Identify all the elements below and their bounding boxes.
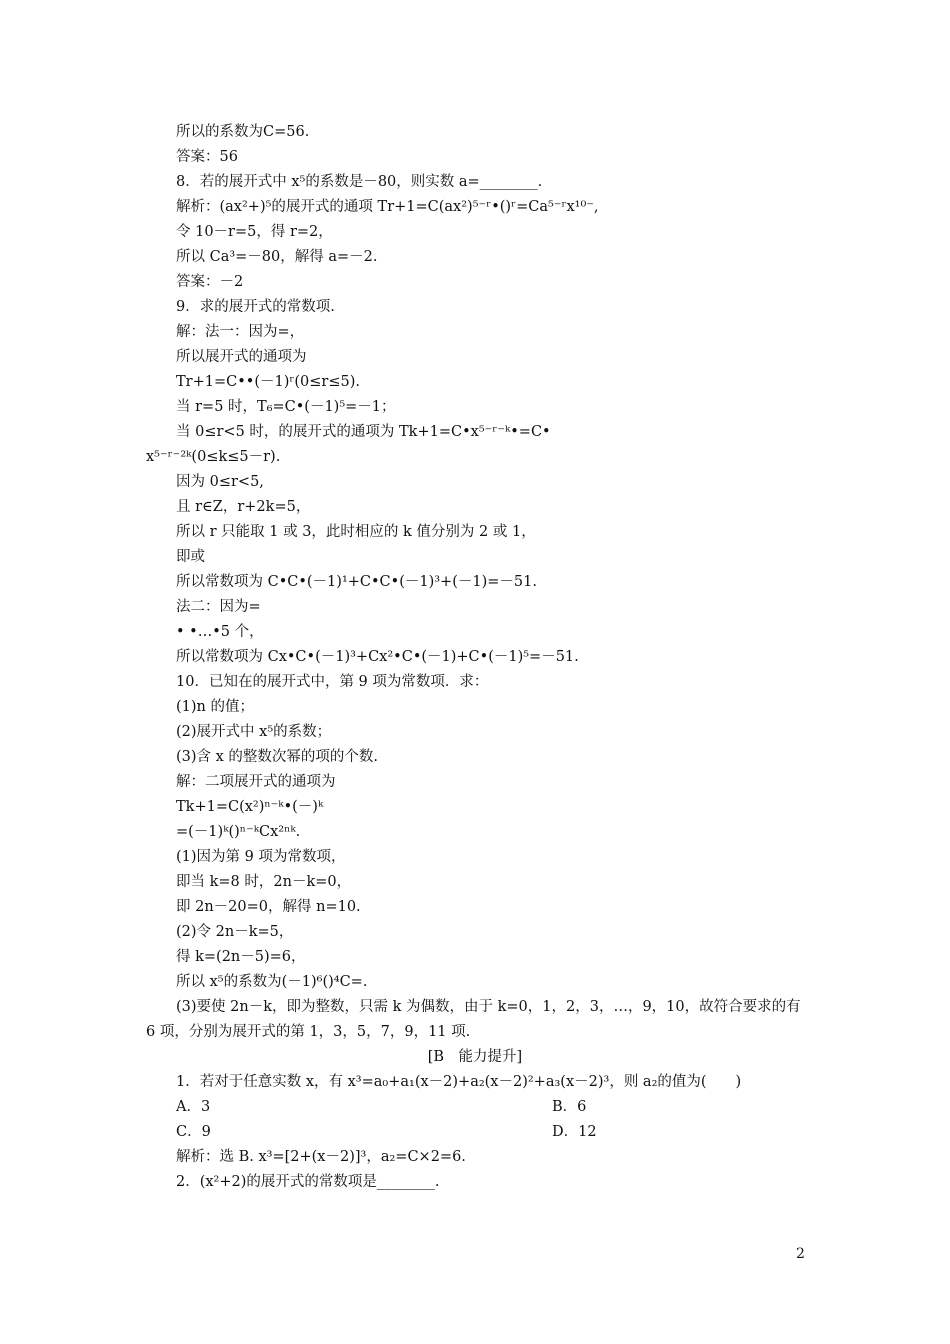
text-line: 所以常数项为 Cx•C•(－1)³+Cx²•C•(－1)+C•(－1)⁵=－51. — [176, 649, 579, 665]
text-line: 所以常数项为 C•C•(－1)¹+C•C•(－1)³+(－1)=－51. — [176, 574, 537, 590]
text-line: A．3 — [176, 1099, 211, 1115]
text-line: (2)令 2n－k=5， — [176, 924, 294, 940]
text-line: 即 2n－20=0，解得 n=10. — [176, 899, 361, 915]
text-line: (3)要使 2n－k，即为整数，只需 k 为偶数，由于 k=0，1，2，3，…，9，10，故符合要求的有 — [176, 999, 801, 1015]
text-line: 即或 — [176, 549, 205, 565]
text-line: 答案：－2 — [176, 274, 244, 290]
text-line: 8．若的展开式中 x⁵的系数是－80，则实数 a=________. — [176, 174, 543, 190]
text-line: 2．(x²+2)的展开式的常数项是________. — [176, 1174, 440, 1190]
text-line: 所以 x⁵的系数为(－1)⁶()⁴C=. — [176, 974, 368, 990]
text-line: 且 r∈Z，r+2k=5， — [176, 499, 311, 515]
text-line: =(－1)ᵏ()ⁿ⁻ᵏCx²ⁿᵏ. — [176, 824, 301, 840]
text-line: 解析：(ax²+)⁵的展开式的通项 Tr+1=C(ax²)⁵⁻ʳ•()ʳ=Ca⁵⁻ʳx¹⁰⁻, — [176, 199, 599, 215]
text-line: 即当 k=8 时，2n－k=0， — [176, 874, 352, 890]
text-line: (2)展开式中 x⁵的系数； — [176, 724, 332, 740]
text-line: Tk+1=C(x²)ⁿ⁻ᵏ•(－)ᵏ — [176, 799, 324, 815]
text-line: 当 0≤r<5 时，的展开式的通项为 Tk+1=C•x⁵⁻ʳ⁻ᵏ•=C• — [176, 424, 551, 440]
page-number: 2 — [796, 1246, 805, 1262]
text-line: 因为 0≤r<5, — [176, 474, 264, 490]
text-line: C．9 — [176, 1124, 211, 1140]
text-line: 9．求的展开式的常数项. — [176, 299, 335, 315]
text-line: • •…•5 个， — [176, 624, 264, 640]
text-line: 答案：56 — [176, 149, 238, 165]
text-line: 所以 Ca³=－80，解得 a=－2. — [176, 249, 378, 265]
text-line: 解：二项展开式的通项为 — [176, 774, 336, 790]
text-line: 所以展开式的通项为 — [176, 349, 307, 365]
text-line: B．6 — [552, 1099, 587, 1115]
text-line: (1)n 的值； — [176, 699, 254, 715]
text-line: (1)因为第 9 项为常数项， — [176, 849, 346, 865]
text-line: 得 k=(2n－5)=6， — [176, 949, 306, 965]
text-line: 令 10－r=5，得 r=2， — [176, 224, 333, 240]
text-line: 法二：因为= — [176, 599, 261, 615]
text-line: 所以 r 只能取 1 或 3，此时相应的 k 值分别为 2 或 1， — [176, 524, 536, 540]
text-line: 6 项，分别为展开式的第 1，3，5，7，9，11 项. — [146, 1024, 471, 1040]
text-line: x⁵⁻ʳ⁻²ᵏ(0≤k≤5－r). — [146, 449, 281, 465]
text-line: 所以的系数为C=56. — [176, 124, 310, 140]
text-line: Tr+1=C••(－1)ʳ(0≤r≤5). — [176, 374, 361, 390]
text-line: 解析：选 B. x³=[2+(x－2)]³，a₂=C×2=6. — [176, 1149, 466, 1165]
text-line: 当 r=5 时，T₆=C•(－1)⁵=－1； — [176, 399, 396, 415]
text-line: 解：法一：因为=， — [176, 324, 305, 340]
text-line: D．12 — [552, 1124, 597, 1140]
text-line: [B 能力提升] — [427, 1049, 523, 1065]
text-line: (3)含 x 的整数次幂的项的个数. — [176, 749, 379, 765]
text-line: 10．已知在的展开式中，第 9 项为常数项．求： — [176, 674, 489, 690]
text-line: 1．若对于任意实数 x，有 x³=a₀+a₁(x－2)+a₂(x－2)²+a₃(x－2)³，则 a₂的值为( ) — [176, 1074, 742, 1090]
